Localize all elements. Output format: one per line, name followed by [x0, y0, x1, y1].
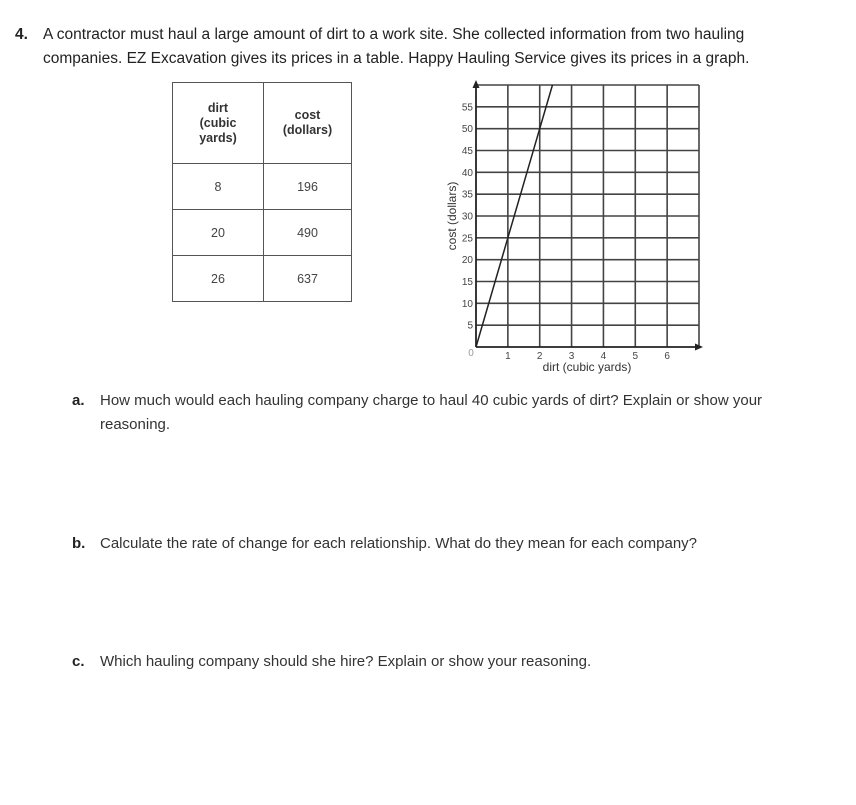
origin-label: 0: [468, 348, 474, 359]
x-tick-label: 2: [536, 351, 543, 362]
cell-cost: 637: [264, 256, 352, 302]
header-dirt-line: yards): [199, 130, 237, 145]
part-a-label: a.: [72, 392, 85, 409]
y-tick-label: 45: [461, 146, 473, 157]
y-tick-label: 20: [461, 255, 473, 267]
y-axis-arrow-icon: [473, 80, 480, 88]
problem-stem-line-2: companies. EZ Excavation gives its prices in a table. Happy Hauling Service gives its prices in a graph.: [43, 50, 750, 67]
cell-dirt: 8: [173, 164, 264, 210]
cell-cost: 490: [264, 210, 352, 256]
cell-cost: 196: [264, 164, 352, 210]
problem-stem-line-1: A contractor must haul a large amount of dirt to a work site. She collected information from two hauling: [43, 26, 745, 43]
y-tick-label: 25: [461, 233, 473, 245]
y-tick-label: 50: [461, 124, 473, 136]
y-axis-label: cost (dollars): [445, 181, 459, 251]
y-tick-label: 30: [461, 211, 473, 223]
part-a-text-line-1: How much would each hauling company charge to haul 40 cubic yards of dirt? Explain or show your: [100, 392, 763, 409]
x-axis-label: dirt (cubic yards): [542, 360, 632, 374]
part-b-label: b.: [72, 535, 86, 552]
grid: [476, 85, 699, 347]
x-tick-label: 6: [664, 351, 670, 362]
header-cost-line: (dollars): [282, 123, 333, 137]
header-dirt-line: (cubic: [199, 115, 237, 130]
y-tick-label: 55: [461, 102, 473, 114]
y-tick-label: 15: [461, 277, 473, 288]
happy-hauling-graph: [0, 0, 856, 400]
header-cost-line: cost: [294, 108, 321, 122]
x-tick-label: 4: [600, 351, 607, 362]
part-a-text-line-2: reasoning.: [100, 416, 171, 433]
problem-number: 4.: [15, 26, 28, 43]
x-tick-label: 1: [505, 351, 511, 362]
part-b: [72, 532, 697, 556]
part-c-label: c.: [72, 653, 85, 670]
cell-dirt: 26: [173, 256, 264, 302]
cell-dirt: 20: [173, 210, 264, 256]
y-tick-label: 5: [467, 320, 473, 332]
y-tick-label: 40: [461, 167, 473, 179]
y-tick-label: 35: [461, 189, 473, 201]
part-c-text: Which hauling company should she hire? Explain or show your reasoning.: [100, 653, 592, 670]
part-c: [72, 650, 591, 674]
x-tick-label: 3: [568, 351, 575, 362]
tick-labels: [462, 102, 670, 362]
part-b-text: Calculate the rate of change for each relationship. What do they mean for each company?: [100, 535, 698, 552]
part-a: [72, 389, 763, 433]
header-dirt-line: dirt: [207, 100, 229, 115]
y-tick-label: 10: [461, 298, 473, 310]
x-tick-label: 5: [632, 351, 639, 362]
